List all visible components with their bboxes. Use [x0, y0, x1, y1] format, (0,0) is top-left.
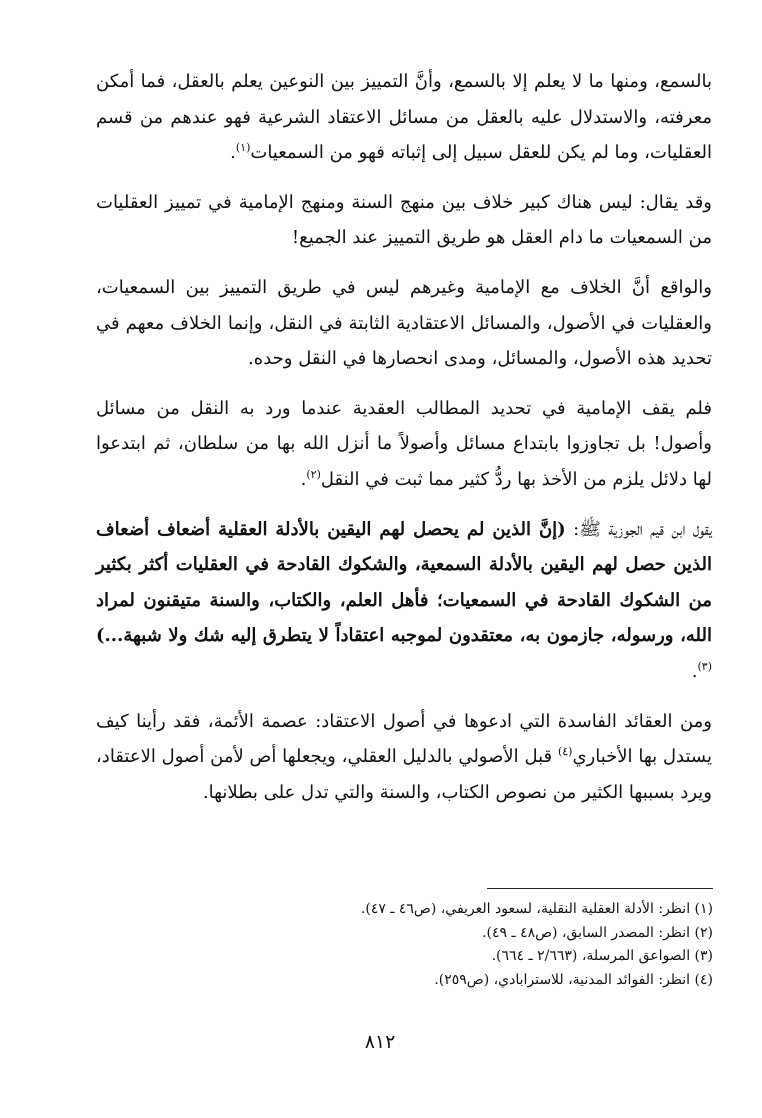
paragraph-5 — [96, 512, 712, 690]
paragraph-1-end: . — [230, 142, 236, 164]
paragraph-3-text: والواقع أنَّ الخلاف مع الإمامية وغيرهم ليس في طريق التمييز بين السمعيات، والعقليات في الأصول، والمسائل الاعتقادية الثابتة في النقل، وإنما الخلاف معهم في تحديد هذه الأصول، والمسائل، ومدى انحصارها في النقل وحده. — [96, 276, 712, 370]
paragraph-6 — [96, 704, 712, 811]
footnotes — [300, 898, 713, 992]
footnote-3: (٣) الصواعق المرسلة، (٢/٦٦٣ ـ ٦٦٤). — [491, 948, 713, 964]
footnote-ref-1[interactable]: (١) — [235, 141, 251, 155]
footnote-ref-4[interactable]: (٤) — [557, 745, 573, 759]
ibn-qayyim-quote: (إنَّ الذين لم يحصل لهم اليقين بالأدلة العقلية أضعاف أضعاف الذين حصل لهم اليقين بالأدلة السمعية، والشكوك القادحة في العقليات أكثر بكثير من الشكوك القادحة في السمعيات؛ فأهل العلم، والكتاب، والسنة متيقنون لمراد الله، ورسوله، جازمون به، معتقدون لموجبه اعتقاداً لا يتطرق إليه شك ولا شبهة...) — [96, 518, 712, 647]
footnote-separator — [487, 888, 713, 889]
page-body — [96, 64, 712, 824]
paragraph-4-end: . — [300, 468, 307, 490]
paragraph-6-text: ومن العقائد الفاسدة التي ادعوها في أصول الاعتقاد: عصمة الأئمة، فقد رأينا كيف يستدل بها الأخباري — [96, 710, 712, 768]
quote-lead: يقول ابن قيم الجوزية ﷺ: — [565, 518, 712, 540]
footnote-ref-3[interactable]: (٣) — [697, 659, 712, 673]
paragraph-2 — [96, 185, 712, 256]
footnote-4: (٤) انظر: الفوائد المدنية، للاسترابادي، (ص٢٥٩). — [434, 971, 713, 988]
page-number: ٨١٢ — [364, 1031, 396, 1053]
paragraph-4 — [96, 391, 712, 498]
paragraph-2-text: وقد يقال: ليس هناك كبير خلاف بين منهج السنة ومنهج الإمامية في تمييز العقليات من السمعيات ما دام العقل هو طريق التمييز عند الجميع! — [96, 191, 712, 249]
footnote-2: (٢) انظر: المصدر السابق، (ص٤٨ ـ ٤٩). — [482, 924, 713, 941]
paragraph-6-text-continued: قبل الأصولي بالدليل العقلي، ويجعلها أص لأمن أصول الاعتقاد، ويرد بسببها الكثير من نصوص الكتاب، والسنة والتي تدل على بطلانها. — [96, 746, 712, 803]
footnote-1: (١) انظر: الأدلة العقلية النقلية، لسعود العريفي، (ص٤٦ ـ ٤٧). — [360, 901, 713, 917]
paragraph-4-text: فلم يقف الإمامية في تحديد المطالب العقدية عندما ورد به النقل من مسائل وأصول! بل تجاوزوا بابتداع مسائل وأصولاً ما أنزل الله بها من سلطان، ثم ابتدعوا لها دلائل يلزم من الأخذ بها ردُّ كثير مما ثبت في النقل — [96, 397, 712, 490]
paragraph-5-end: . — [691, 660, 698, 682]
paragraph-1 — [96, 64, 712, 171]
footnote-ref-2[interactable]: (٢) — [306, 467, 321, 481]
paragraph-3 — [96, 270, 712, 377]
paragraph-1-text: بالسمع، ومنها ما لا يعلم إلا بالسمع، وأنَّ التمييز بين النوعين يعلم بالعقل، فما أمكن معرفته، والاستدلال عليه بالعقل من مسائل الاعتقاد الشرعية فهو عندهم من قسم العقليات، وما لم يكن للعقل سبيل إلى إثباته فهو من السمعيات — [96, 71, 712, 164]
